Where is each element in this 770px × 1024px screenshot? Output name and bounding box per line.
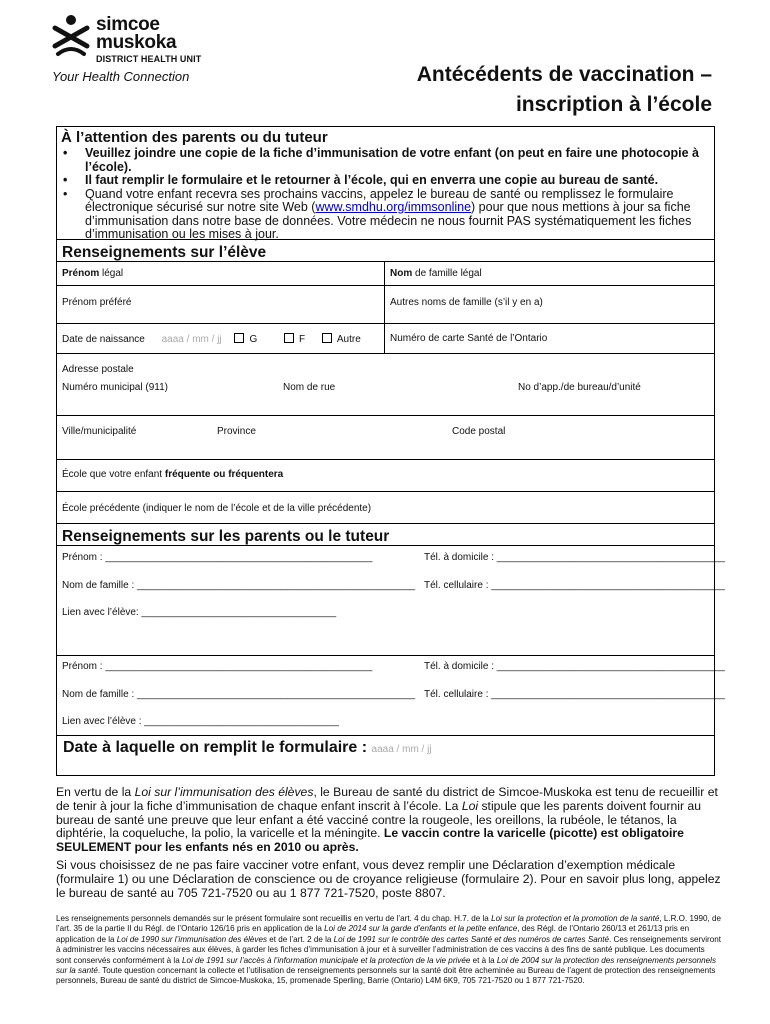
sex-g-option[interactable]: G [234,334,257,345]
city-field[interactable]: Ville/municipalité [62,426,137,437]
checkbox[interactable] [322,333,332,343]
legal-paragraph-1: En vertu de la Loi sur l’immunisation des élèves, le Bureau de santé du district de Simcoe-Muskoka est tenu de recueillir et de tenir à jour la fiche d’immunisation de chaque enfant inscrit à l’école. La Loi stipule que les parents doivent fournir au bureau de santé une preuve que leur enfant a été vacciné contre la rougeole, les oreillons, la rubéole, le tétanos, la diphtérie, la coqueluche, la polio, la varicelle et la méningite. Le vaccin contre la varicelle (picotte) est obligatoire SEULEMENT pour les enfants nés en 2010 ou après. [56,785,718,855]
parents-heading: Renseignements sur les parents ou le tuteur [57,523,714,545]
parent2-tel-domicile-field[interactable]: Tél. à domicile : _________________________________________ [424,661,725,672]
parent1-nom-field[interactable]: Nom de famille : __________________________________________________ [62,580,416,591]
row-city [57,415,714,459]
parent2-tel-cell-field[interactable]: Tél. cellulaire : __________________________________________ [424,689,725,700]
sex-autre-option[interactable]: Autre [322,334,361,345]
parent1-prenom-field[interactable]: Prénom : ________________________________________________ [62,552,373,563]
parent1-tel-cell-field[interactable]: Tél. cellulaire : __________________________________________ [424,580,725,591]
checkbox[interactable] [284,333,294,343]
parent2-nom-field[interactable]: Nom de famille : __________________________________________________ [62,689,416,700]
brand-name: simcoe muskoka [96,14,177,53]
row-preferred [57,285,714,323]
completion-date-row [57,735,714,761]
parent-1-block [57,545,725,655]
parent1-lien-field[interactable]: Lien avec l’élève: ___________________________________ [62,607,337,618]
parent-2-block [57,655,725,735]
row-school [57,459,714,491]
apt-field[interactable]: No d’app./de bureau/d’unité [518,382,641,393]
brand-unit: DISTRICT HEALTH UNIT [96,54,202,64]
checkbox[interactable] [234,333,244,343]
privacy-notice: Les renseignements personnels demandés sur le présent formulaire sont recueillis en vertu de l’art. 4 du chap. H.7. de la Loi sur la protection et la promotion de la santé, L.R.O. 1990, de l’art. 35 de la partie II du Régl. de l’Ontario 126/16 pris en application de la Loi de 2014 sur la garde d’enfants et la petite enfance, des Régl. de l’Ontario 260/13 et 261/13 pris en application de la Loi de 1990 sur l’immunisation des élèves et de l’art. 2 de la Loi de 1991 sur le contrôle des cartes Santé et des numéros de cartes Santé. Ces renseignements serviront à administrer les vaccins nécessaires aux élèves, à garder les fiches d’immunisation à jour et à surveiller l’administration de ces vaccins à des fins de santé publique. Les documents sont conservés conformément à la Loi de 1991 sur l’accès à l’information municipale et la protection de la vie privée et à la Loi de 2004 sur la protection des renseignements personnels sur la santé. Toute question concernant la collecte et l’utilisation de renseignements personnels sur la santé doit être acheminée au Bureau de l’agent de protection des renseignements personnels, Bureau de santé du district de Simcoe-Muskoka, 15, promenade Sperling, Barrie (Ontario) L4M 6K9, 705 721-7520 ou 1 877 721-7520. [56,914,721,986]
current-school-field[interactable]: École que votre enfant fréquente ou fréquentera [62,469,284,480]
immsonline-link[interactable]: www.smdhu.org/immsonline [315,200,472,214]
province-field[interactable]: Province [217,426,256,437]
attention-heading: À l’attention des parents ou du tuteur [61,129,328,146]
autres-noms-field[interactable]: Autres noms de famille (s’il y en a) [384,286,714,323]
completion-date-label: Date à laquelle on remplit le formulaire : [63,739,372,756]
sex-f-option[interactable]: F [284,334,305,345]
parent2-prenom-field[interactable]: Prénom : ________________________________________________ [62,661,373,672]
attention-section [57,127,714,239]
row-prev-school [57,491,714,523]
nom-legal-field[interactable]: Nom de famille légal [384,262,714,285]
bullet-2: • Il faut remplir le formulaire et le retourner à l’école, qui en enverra une copie au bureau de santé. [63,173,659,187]
address-label: Adresse postale [62,364,134,375]
row-dob [57,323,714,353]
brand-tagline: Your Health Connection [52,69,190,84]
parent2-lien-field[interactable]: Lien avec l’élève : ___________________________________ [62,716,339,727]
prenom-prefere-field[interactable]: Prénom préféré [62,297,132,308]
prenom-legal-field[interactable]: Prénom légal [62,268,124,279]
street-number-field[interactable]: Numéro municipal (911) [62,382,168,393]
bullet-1: • Veuillez joindre une copie de la fiche d’immunisation de votre enfant (on peut en faire une photocopie à l’école). [63,146,699,174]
parent1-tel-domicile-field[interactable]: Tél. à domicile : _________________________________________ [424,552,725,563]
bullet-3: • Quand votre enfant recevra ses prochains vaccins, appelez le bureau de santé ou remplissez le formulaire électronique sécurisé sur notre site Web (www.smdhu.org/immsonline) pour que nous mettions à jour sa fiche d’immunisation dans notre base de données. Votre médecin ne nous fournit PAS systématiquement les fiches d’immunisation ou les mises à jour. [63,186,692,241]
postal-code-field[interactable]: Code postal [452,426,506,437]
street-name-field[interactable]: Nom de rue [283,382,336,393]
organization-logo [52,14,232,86]
previous-school-field[interactable]: École précédente (indiquer le nom de l’école et de la ville précédente) [62,503,372,514]
row-legal-names [57,261,714,285]
legal-paragraph-2: Si vous choisissez de ne pas faire vacciner votre enfant, vous devez remplir une Déclaration d’exemption médicale (formulaire 1) ou une Déclaration de conscience ou de croyance religieuse (formulaire 2). Pour en savoir plus long, appelez le bureau de santé au 705 721-7520 ou au 1 877 721-7520, poste 8807. [56,858,721,900]
stylized-figure-icon [52,14,90,60]
student-heading: Renseignements sur l’élève [57,239,714,261]
page-title: Antécédents de vaccination – inscription à l’école [416,63,712,116]
form-box [56,126,725,776]
health-card-field[interactable]: Numéro de carte Santé de l’Ontario [384,324,714,353]
dob-field: Date de naissance aaaa / mm / jj G F Autre [62,334,361,345]
row-address [57,353,714,415]
completion-date-input[interactable]: aaaa / mm / jj [371,744,432,755]
dob-input[interactable]: aaaa / mm / jj [161,334,222,345]
